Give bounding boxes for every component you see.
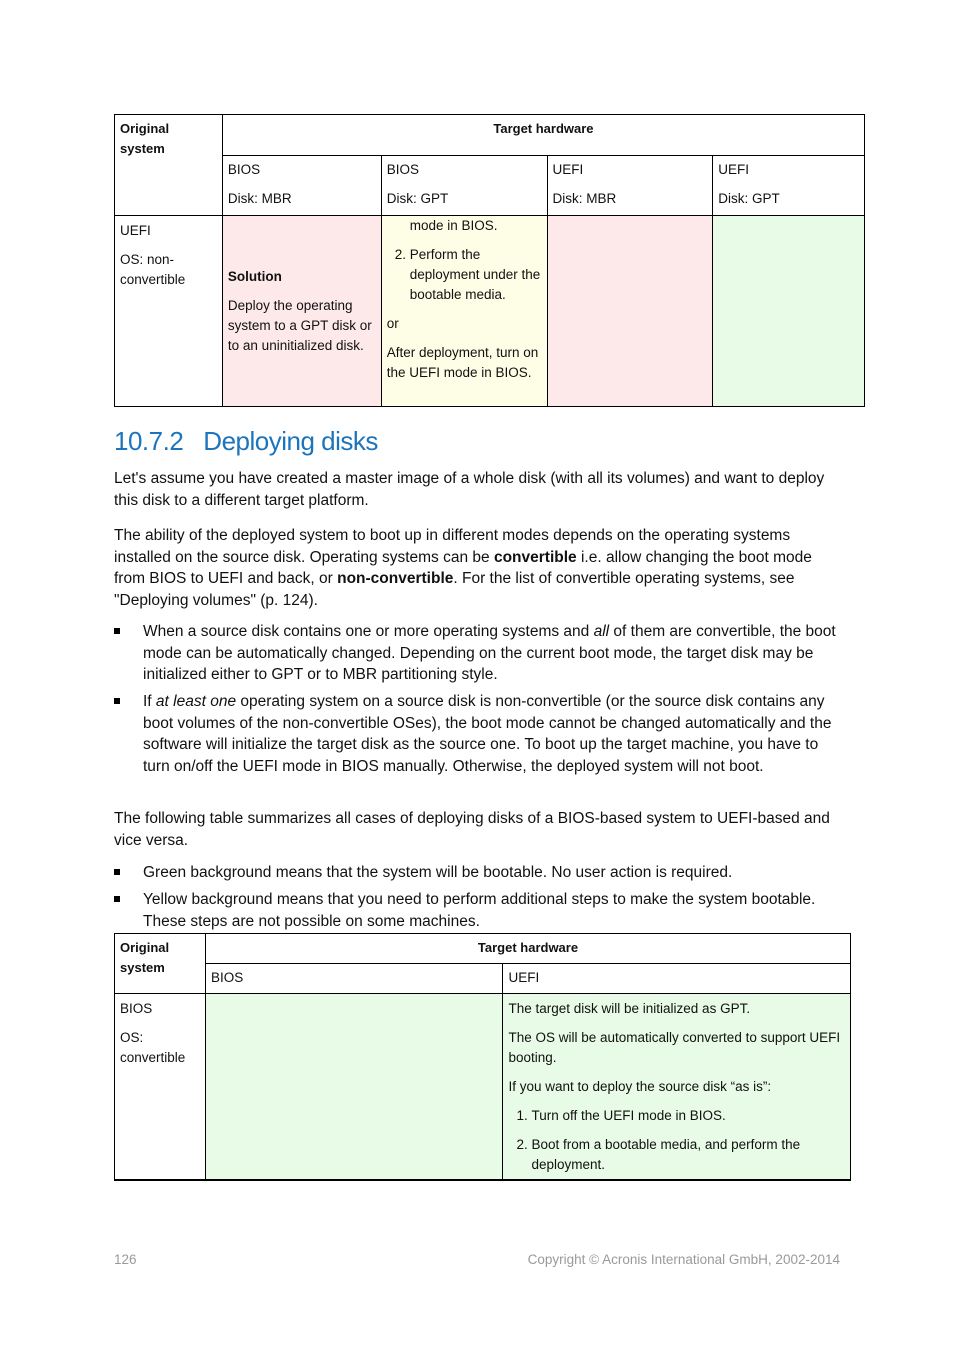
copyright: Copyright © Acronis International GmbH, 2002-2014 [527,1252,840,1267]
bullet-yellow-legend: Yellow background means that you need to perform additional steps to make the system bootable. These steps are not possible on some machines. [114,889,844,932]
bullet-all-convertible: When a source disk contains one or more operating systems and all of them are convertible, the boot mode can be automatically changed. Depending on the current boot mode, the target disk may be initialized either to GPT or to MBR partitioning style. [114,621,844,686]
bullet-green-legend: Green background means that the system will be bootable. No user action is required. [114,862,844,884]
section-heading [114,426,378,457]
compatibility-table-uefi [114,114,865,407]
compatibility-table-bios [114,933,851,1181]
header-original-system: Original system [115,115,223,216]
header-uefi: UEFI [503,964,851,994]
cell-uefi-to-uefi-gpt [713,216,865,407]
paragraph-intro: Let's assume you have created a master image of a whole disk (with all its volumes) and want to deploy this disk to a different target platform. [114,470,825,509]
bullet-square-icon [114,698,120,704]
cell-uefi-to-bios-mbr: Solution Deploy the operating system to a GPT disk or to an uninitialized disk. [222,216,381,407]
row-original-bios: BIOS OS: convertible [115,994,206,1181]
header-uefi-mbr: UEFI Disk: MBR [547,156,713,216]
header-target-hardware: Target hardware [205,934,850,964]
paragraph-summary: The following table summarizes all cases of deploying disks of a BIOS-based system to UEFI-based and vice versa. [114,810,830,849]
cell-bios-to-bios [205,994,503,1181]
bullet-non-convertible: If at least one operating system on a source disk is non-convertible (or the source disk contains any boot volumes of the non-convertible OSes), the boot mode cannot be changed automatically and the software will initialize the target disk as the source one. To boot up the target machine, you have to turn on/off the UEFI mode in BIOS manually. Otherwise, the deployed system will not boot. [114,691,844,777]
bullet-square-icon [114,896,120,902]
row-original-uefi: UEFI OS: non-convertible [115,216,223,407]
header-target-hardware: Target hardware [222,115,864,156]
paragraph-convertible: The ability of the deployed system to boot up in different modes depends on the operating systems installed on the source disk. Operating systems can be convertible i.e. allow changing the boot mode from BIOS to UEFI and back, or non-convertible. For the list of convertible operating systems, see "Deploying volumes" (p. 124). [114,527,812,609]
header-bios: BIOS [205,964,503,994]
bullet-square-icon [114,869,120,875]
header-uefi-gpt: UEFI Disk: GPT [713,156,865,216]
page-number: 126 [114,1252,137,1267]
section-title: Deploying disks [203,426,378,456]
bullet-square-icon [114,628,120,634]
cell-uefi-to-uefi-mbr [547,216,713,407]
section-number: 10.7.2 [114,426,184,456]
header-original-system: Original system [115,934,206,994]
header-bios-mbr: BIOS Disk: MBR [222,156,381,216]
cell-uefi-to-bios-gpt: mode in BIOS. 2. Perform the deployment under the bootable media. or After deployment, turn on the UEFI mode in BIOS. [381,216,547,407]
header-bios-gpt: BIOS Disk: GPT [381,156,547,216]
cell-bios-to-uefi: The target disk will be initialized as GPT. The OS will be automatically converted to support UEFI booting. If you want to deploy the source disk “as is”: 1. Turn off the UEFI mode in BIOS. 2. Boot from a bootable media, and perform the deployment. [503,994,851,1181]
